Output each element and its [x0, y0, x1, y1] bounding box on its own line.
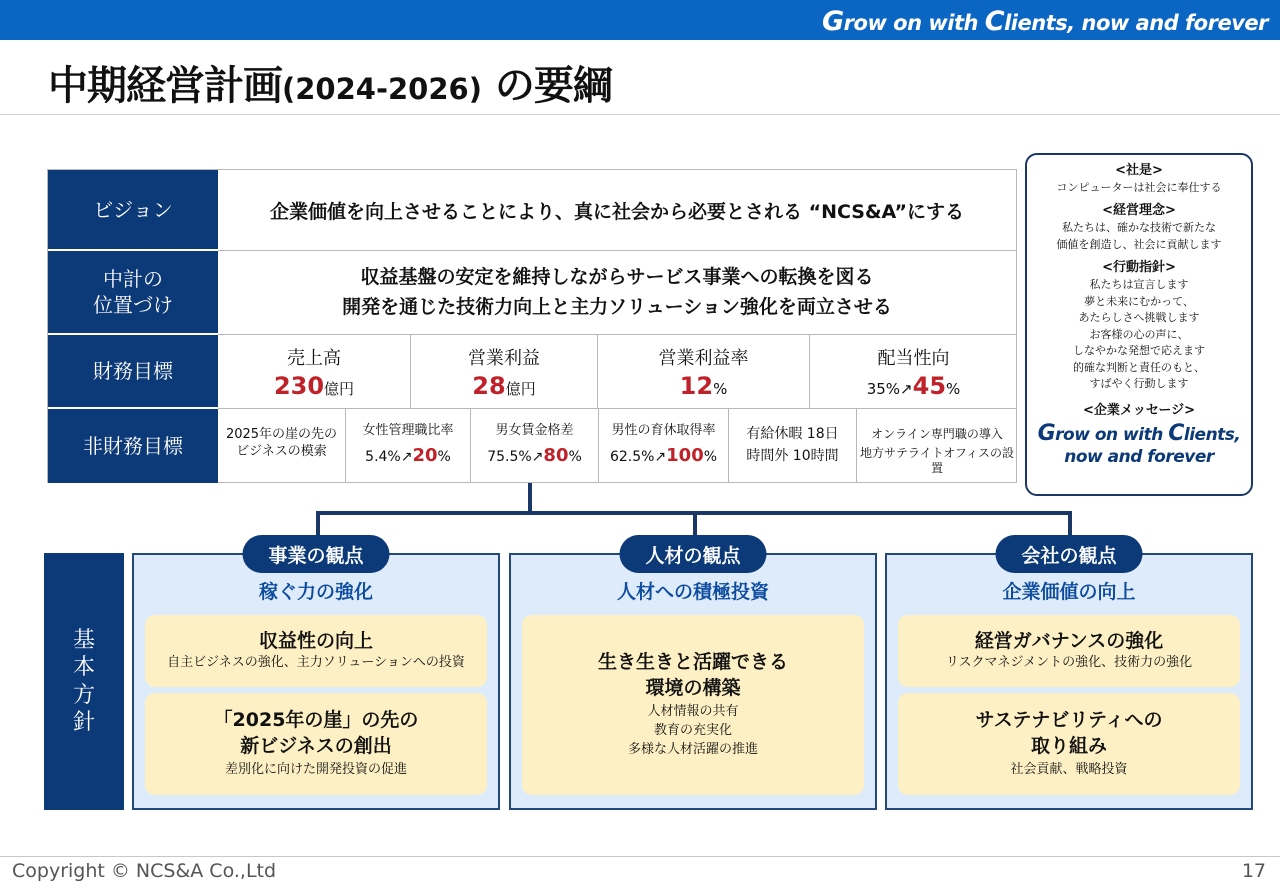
footer-divider [0, 856, 1280, 857]
non-financial-target-paternity-leave: 男性の育休取得率 62.5%↗100% [599, 409, 729, 483]
vision-text: 企業価値を向上させることにより、真に社会から必要とされる “NCS&A”にする [269, 200, 964, 223]
non-financial-target-work-hours: 有給休暇 18日 時間外 10時間 [729, 409, 857, 483]
connector-right [1068, 511, 1072, 535]
pillar-subtitle: 企業価値の向上 [1002, 581, 1136, 603]
non-financial-label: 非財務目標 [48, 409, 218, 483]
pillar-business [132, 544, 500, 810]
financial-target-payout-ratio: 配当性向 35%↗45% [866, 348, 961, 400]
pillar-company [885, 544, 1253, 810]
connector-trunk [528, 483, 532, 513]
pillar-subtitle: 人材への積極投資 [616, 581, 769, 603]
financial-target-operating-margin: 営業利益率 12% [598, 335, 810, 408]
connector-left [316, 511, 320, 535]
pillar-subtitle: 稼ぐ力の強化 [258, 581, 373, 603]
vision-row [218, 170, 1016, 251]
plan-table [47, 169, 1017, 483]
title-divider [0, 114, 1280, 115]
connector-center [693, 511, 697, 535]
positioning-line-2: 開発を通じた技術力向上と主力ソリューション強化を両立させる [342, 295, 892, 318]
financial-target-operating-profit: 営業利益 28億円 [411, 335, 598, 408]
page-title: 中期経営計画(2024-2026) の要綱 [48, 63, 612, 109]
policy-card: サステナビリティへの 取り組み 社会貢献、戦略投資 [898, 693, 1240, 795]
header-slogan: Grow on with Clients, now and forever [821, 6, 1268, 37]
non-financial-target-new-business: 2025年の崖の先の ビジネスの模索 [218, 409, 346, 483]
copyright: Copyright © NCS&A Co.,Ltd [12, 860, 277, 882]
positioning-line-1: 収益基盤の安定を維持しながらサービス事業への転換を図る [360, 266, 874, 289]
motto-heading: <社是> [1115, 163, 1163, 178]
pillar-badge: 人材の観点 [619, 535, 766, 573]
non-financial-target-female-managers: 女性管理職比率 5.4%↗20% [346, 409, 471, 483]
motto-text: コンピューターは社会に奉仕する [1056, 180, 1222, 194]
financial-target-sales: 売上高 230億円 [218, 335, 411, 408]
corporate-philosophy-box: <社是> コンピューターは社会に奉仕する <経営理念> 私たちは、確かな技術で新たな 価値を創造し、社会に貢献します <行動指針> 私たちは宣言します 夢と未来にむかって、 あたらしさへ挑戦します お客様の心の声に、 しなやかな発想で応えます 的確な判断と責任のもと、 すばやく行動します <企業メッセージ> Grow on with Clients, now and forever [1025, 153, 1253, 496]
corporate-message-slogan: Grow on with Clients, now and forever [1037, 420, 1241, 468]
guidelines-heading: <行動指針> [1102, 260, 1176, 276]
pillar-badge: 会社の観点 [995, 535, 1142, 573]
policy-card: 生き生きと活躍できる 環境の構築 人材情報の共有 教育の充実化 多様な人材活躍の推進 [522, 615, 864, 795]
vision-label: ビジョン [48, 170, 218, 251]
philosophy-heading: <経営理念> [1102, 203, 1176, 219]
financial-label: 財務目標 [48, 335, 218, 409]
basic-policy-label: 基本方針 [44, 553, 124, 810]
top-banner [0, 0, 1280, 40]
policy-card: 「2025年の崖」の先の 新ビジネスの創出 差別化に向けた開発投資の促進 [145, 693, 487, 795]
positioning-row [218, 251, 1016, 335]
message-heading: <企業メッセージ> [1082, 402, 1195, 418]
policy-card: 収益性の向上 自主ビジネスの強化、主力ソリューションへの投資 [145, 615, 487, 687]
non-financial-row [218, 409, 1016, 483]
financial-row [218, 335, 1016, 409]
non-financial-target-gender-pay-gap: 男女賃金格差 75.5%↗80% [471, 409, 599, 483]
positioning-label: 中計の 位置づけ [48, 251, 218, 335]
pillar-badge: 事業の観点 [242, 535, 389, 573]
policy-card: 経営ガバナンスの強化 リスクマネジメントの強化、技術力の強化 [898, 615, 1240, 687]
non-financial-target-workstyle: オンライン専門職の導入 地方サテライトオフィスの設置 [860, 427, 1014, 476]
pillar-human-resources [509, 544, 877, 810]
page-number: 17 [1241, 860, 1266, 882]
